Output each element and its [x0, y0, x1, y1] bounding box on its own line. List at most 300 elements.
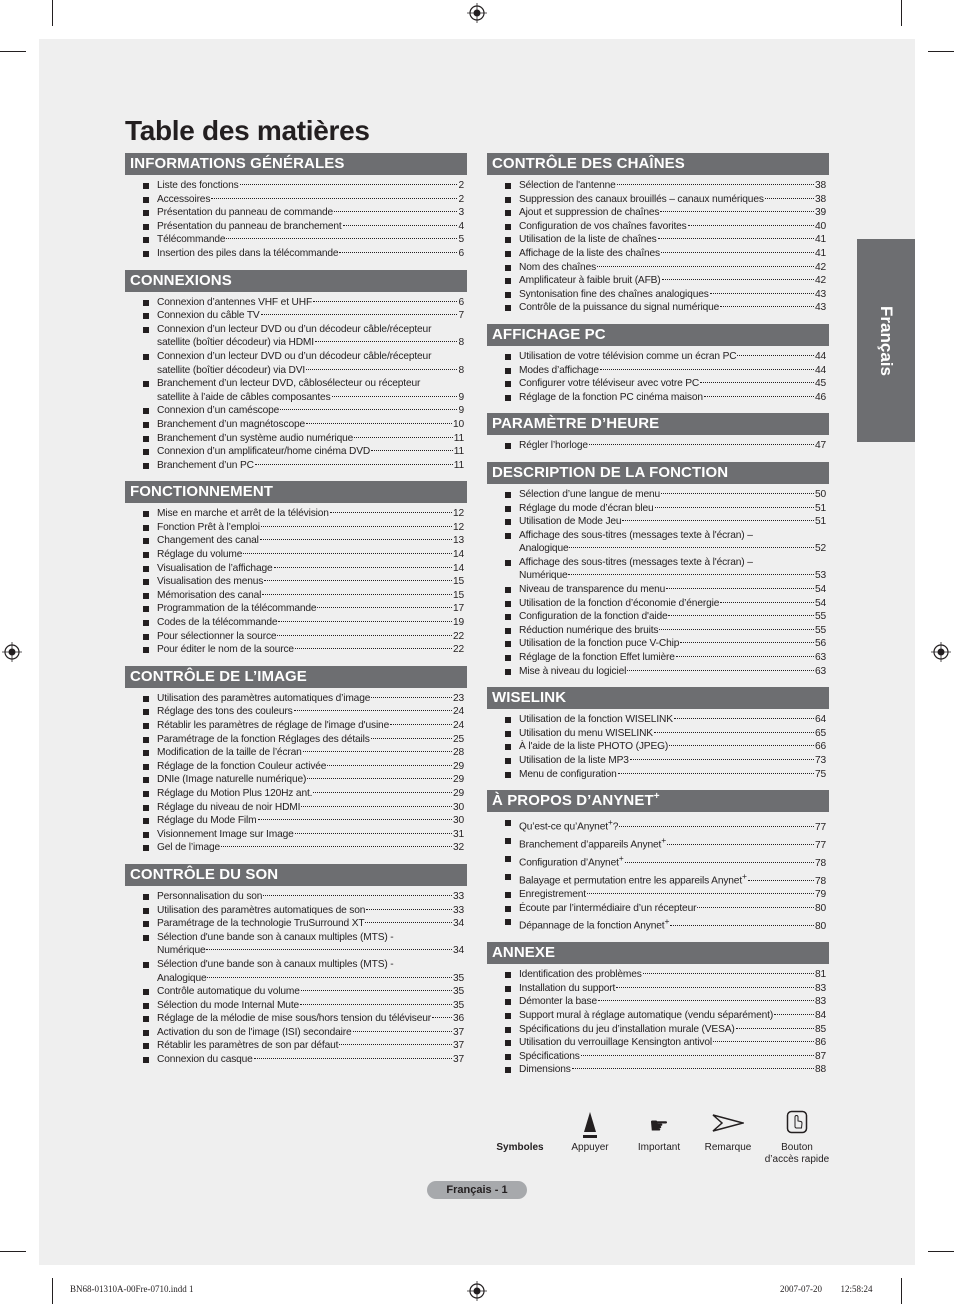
- dot-leader: [774, 1014, 814, 1015]
- toc-entry-page: 42: [814, 261, 826, 273]
- toc-entry: [125, 562, 467, 576]
- dot-leader: [277, 635, 452, 636]
- toc-entry: [125, 432, 467, 446]
- toc-entry: [487, 597, 829, 611]
- toc-entry-page: 83: [814, 996, 826, 1008]
- symbols-heading-cell: [485, 1142, 555, 1154]
- toc-entry-text: Contrôle de la puissance du signal numérique: [519, 302, 720, 314]
- toc-entry-page: 28: [452, 747, 464, 759]
- toc-entry: [487, 488, 829, 502]
- toc-entry-page: 24: [452, 706, 464, 718]
- toc-entry: [125, 220, 467, 234]
- toc-entry-text: Paramétrage de la technologie TruSurround XT: [157, 918, 365, 930]
- toc-entry-text: DNIe (Image naturelle numérique): [157, 774, 307, 786]
- toc-entry: [125, 445, 467, 459]
- toc-entry-first-line: Connexion d’un lecteur DVD ou d’un décodeur câble/récepteur: [157, 323, 432, 335]
- dot-leader: [432, 1017, 452, 1018]
- toc-entry-text: Réglage de la fonction Couleur activée: [157, 760, 327, 772]
- toc-entry-text: Sélection d’une langue de menu: [519, 488, 661, 500]
- crop-mark: [52, 0, 53, 26]
- toc-entry-text: satellite (boîtier décodeur) via DVI: [157, 364, 306, 376]
- toc-entry-text: Connexion d’un amplificateur/home cinéma DVD: [157, 446, 371, 458]
- dot-leader: [661, 252, 814, 253]
- toc-entry-text: Pour éditer le nom de la source: [157, 644, 294, 656]
- toc-entry-page: 42: [814, 275, 826, 287]
- toc-entry: [487, 350, 829, 364]
- toc-section: [487, 790, 829, 933]
- toc-entry-page: 84: [814, 1010, 826, 1022]
- toc-entry: [487, 193, 829, 207]
- toc-entry-text: Affichage de la liste des chaînes: [519, 247, 660, 259]
- dot-leader: [339, 1044, 452, 1045]
- toc-entry-text: Dimensions: [519, 1064, 571, 1076]
- toc-entry-text: Démonter la base: [519, 996, 598, 1008]
- toc-entry-page: 38: [814, 180, 826, 191]
- dot-leader: [581, 1055, 814, 1056]
- toc-section: [487, 462, 829, 678]
- toc-entry-text: Analogique: [519, 543, 569, 555]
- toc-entry-text: Rétablir les paramètres de réglage de l'image d'usine: [157, 720, 390, 731]
- dot-leader: [339, 252, 457, 253]
- toc-entry: [125, 917, 467, 931]
- footer-timestamp: 2007-07-20 ￿￿ 12:58:24: [780, 1284, 873, 1294]
- toc-entry-page: 6: [458, 247, 464, 259]
- toc-entry: [125, 630, 467, 644]
- dot-leader: [313, 792, 452, 793]
- dot-leader: [274, 567, 452, 568]
- toc-entry-text: Configuration d’Anynet+: [519, 853, 624, 869]
- toc-entry-text: Utilisation du verrouillage Kensington antivol: [519, 1037, 713, 1049]
- toc-entry: [487, 179, 829, 193]
- dot-leader: [295, 648, 452, 649]
- dot-leader: [572, 1068, 814, 1069]
- dot-leader: [295, 833, 452, 834]
- toc-entry: [487, 247, 829, 261]
- toc-entry-text: Syntonisation fine des chaînes analogiques: [519, 288, 709, 300]
- toc-entry-page: 85: [814, 1023, 826, 1035]
- toc-entry-text: Qu’est-ce qu’Anynet+?: [519, 817, 619, 833]
- dot-leader: [688, 225, 814, 226]
- toc-entry-page: 12: [452, 508, 464, 520]
- dot-leader: [332, 396, 458, 397]
- dot-leader: [720, 602, 814, 603]
- toc-entry-page: 35: [452, 972, 464, 984]
- toc-entry: [125, 1026, 467, 1040]
- toc-entry-text: Mémorisation des canal: [157, 589, 262, 601]
- toc-entry-text: Connexion d’un caméscope: [157, 405, 280, 417]
- toc-entry-page: 51: [814, 516, 826, 528]
- toc-entry-page: 24: [452, 720, 464, 731]
- toc-entry-text: Enregistrement: [519, 889, 586, 901]
- crop-mark: [928, 1251, 954, 1252]
- toc-entry-text: satellite (boîtier décodeur) via HDMI: [157, 337, 314, 349]
- toc-entry-page: 35: [452, 986, 464, 998]
- language-tab: [857, 239, 915, 442]
- toc-entry: [125, 931, 467, 958]
- toc-entry-page: 63: [814, 665, 826, 677]
- toc-entry-text: Utilisation de la fonction puce V-Chip: [519, 638, 680, 650]
- toc-entry: [125, 548, 467, 562]
- dot-leader: [301, 806, 452, 807]
- toc-entry: [487, 870, 829, 888]
- toc-entry-text: Insertion des piles dans la télécommande: [157, 247, 339, 259]
- crop-mark: [928, 51, 954, 52]
- toc-entry-text: Paramétrage de la fonction Réglages des détails: [157, 733, 370, 745]
- toc-entry: [125, 814, 467, 828]
- section-entries: [487, 350, 829, 404]
- toc-entry-text: Présentation du panneau de commande: [157, 207, 333, 219]
- toc-entry-text: Réglage du mode d’écran bleu: [519, 502, 654, 514]
- toc-entry-page: 11: [453, 446, 464, 458]
- section-header: CONTRÔLE DE L’IMAGE: [125, 666, 467, 688]
- toc-entry: [487, 439, 829, 453]
- left-column: [125, 153, 467, 1076]
- toc-section: [125, 666, 467, 855]
- toc-entry: [487, 768, 829, 782]
- dot-leader: [306, 423, 452, 424]
- dot-leader: [661, 493, 814, 494]
- toc-entry-text: À l'aide de la liste PHOTO (JPEG): [519, 741, 669, 753]
- toc-entry-page: 8: [458, 337, 464, 349]
- toc-entry-page: 54: [814, 584, 826, 596]
- toc-entry-page: 66: [814, 741, 826, 753]
- dot-leader: [317, 607, 452, 608]
- toc-entry-text: Niveau de transparence du menu: [519, 584, 666, 596]
- dot-leader: [343, 225, 458, 226]
- section-header: ANNEXE: [487, 942, 829, 964]
- toc-entry: [487, 529, 829, 556]
- dot-leader: [294, 710, 452, 711]
- toc-entry-page: 37: [452, 1054, 464, 1066]
- registration-mark-icon: [467, 1281, 487, 1301]
- toc-entry: [125, 418, 467, 432]
- toc-entry-page: 80: [814, 920, 826, 932]
- toc-entry-page: 44: [814, 350, 826, 362]
- toc-entry-page: 77: [814, 839, 826, 851]
- toc-entry: [487, 288, 829, 302]
- toc-entry-page: 17: [452, 603, 464, 615]
- toc-entry-page: 14: [452, 549, 464, 561]
- toc-entry: [487, 206, 829, 220]
- toc-entry-text: Personnalisation du son: [157, 890, 263, 902]
- dot-leader: [600, 369, 814, 370]
- dot-leader: [625, 862, 814, 863]
- toc-entry-text: Connexion d’antennes VHF et UHF: [157, 296, 313, 308]
- dot-leader: [643, 973, 814, 974]
- toc-entry: [125, 193, 467, 207]
- symbol-quick-button: [762, 1110, 832, 1166]
- toc-entry: [125, 206, 467, 220]
- toc-entry-first-line: Sélection d'une bande son à canaux multiples (MTS) -: [157, 931, 394, 943]
- symbol-press-label: Appuyer: [571, 1142, 609, 1153]
- toc-entry-page: 14: [452, 562, 464, 574]
- toc-entry-page: 8: [458, 364, 464, 376]
- dot-leader: [598, 1000, 814, 1001]
- dot-leader: [313, 301, 457, 302]
- toc-entry-page: 87: [814, 1050, 826, 1062]
- toc-entry-page: 6: [458, 296, 464, 308]
- toc-entry: [125, 404, 467, 418]
- crop-mark: [901, 1278, 902, 1304]
- toc-entry: [487, 364, 829, 378]
- toc-entry-text: Fonction Prêt à l’emploi: [157, 521, 260, 533]
- dot-leader: [737, 355, 814, 356]
- toc-section: [487, 942, 829, 1077]
- symbols-heading: Symboles: [496, 1142, 544, 1153]
- toc-section: [487, 413, 829, 453]
- section-header: WISELINK: [487, 687, 829, 709]
- toc-entry-page: 88: [814, 1064, 826, 1076]
- toc-entry: [125, 705, 467, 719]
- dot-leader: [568, 574, 813, 575]
- toc-entry-text: Configuration de la fonction d'aide: [519, 611, 668, 623]
- toc-entry-text: Réglage de la fonction Effet lumière: [519, 652, 675, 664]
- section-header: CONTRÔLE DU SON: [125, 864, 467, 886]
- toc-entry-page: 33: [452, 904, 464, 916]
- toc-entry-page: 30: [452, 801, 464, 813]
- dot-leader: [280, 409, 457, 410]
- toc-entry: [487, 995, 829, 1009]
- toc-entry: [125, 459, 467, 473]
- toc-entry: [125, 801, 467, 815]
- dot-leader: [674, 718, 814, 719]
- dot-leader: [667, 844, 814, 845]
- dot-leader: [261, 526, 452, 527]
- dot-leader: [700, 382, 814, 383]
- toc-entry-first-line: Sélection d'une bande son à canaux multiples (MTS) -: [157, 958, 394, 970]
- toc-section: [487, 324, 829, 404]
- toc-entry: [487, 665, 829, 679]
- dot-leader: [278, 621, 452, 622]
- section-entries: [125, 507, 467, 657]
- toc-entry: [125, 958, 467, 985]
- dot-leader: [670, 925, 814, 926]
- section-header: CONNEXIONS: [125, 270, 467, 292]
- dot-leader: [627, 670, 814, 671]
- dot-leader: [353, 1031, 452, 1032]
- dot-leader: [334, 211, 457, 212]
- toc-entry-page: 19: [452, 617, 464, 629]
- crop-mark: [901, 0, 902, 26]
- toc-entry-page: 12: [452, 521, 464, 533]
- toc-entry-text: Présentation du panneau de branchement: [157, 220, 342, 232]
- toc-entry-text: Nom des chaînes: [519, 261, 597, 273]
- toc-entry-text: Utilisation de la liste de chaînes: [519, 234, 657, 246]
- dot-leader: [617, 184, 814, 185]
- toc-entry-text: Réglage de la mélodie de mise sous/hors tension du téléviseur: [157, 1013, 432, 1025]
- toc-entry: [125, 985, 467, 999]
- toc-entry-page: 43: [814, 288, 826, 300]
- toc-entry: [487, 637, 829, 651]
- dot-leader: [622, 520, 814, 521]
- toc-section: [487, 153, 829, 315]
- dot-leader: [371, 697, 452, 698]
- section-entries: [125, 890, 467, 1067]
- dot-leader: [597, 266, 814, 267]
- toc-entry-text: Changement des canal: [157, 535, 259, 547]
- dot-leader: [616, 987, 814, 988]
- toc-entry: [125, 616, 467, 630]
- toc-entry-text: Visualisation de l’affichage: [157, 562, 273, 574]
- toc-entry-page: 80: [814, 902, 826, 914]
- toc-entry-page: 5: [458, 234, 464, 246]
- toc-entry: [487, 1063, 829, 1077]
- toc-entry-first-line: Connexion d’un lecteur DVD ou d’un décodeur câble/récepteur: [157, 350, 432, 362]
- toc-entry: [125, 350, 467, 377]
- page-number-badge: Français - 1: [427, 1181, 527, 1199]
- toc-entry-text: Amplificateur à faible bruit (AFB): [519, 275, 661, 287]
- toc-entry-page: 30: [452, 815, 464, 827]
- toc-entry-first-line: Affichage des sous-titres (messages texte à l'écran) –: [519, 529, 753, 541]
- dot-leader: [736, 1028, 814, 1029]
- toc-entry: [487, 515, 829, 529]
- dot-leader: [618, 773, 814, 774]
- toc-entry-page: 13: [452, 535, 464, 547]
- toc-entry: [125, 828, 467, 842]
- toc-entry: [487, 1036, 829, 1050]
- symbol-quick-label: Bouton d’accès rapide: [764, 1142, 830, 1165]
- toc-entry-text: Utilisation de Mode Jeu: [519, 516, 622, 528]
- toc-entry: [125, 733, 467, 747]
- toc-entry: [125, 377, 467, 404]
- toc-entry-page: 11: [453, 459, 464, 471]
- section-entries: [125, 692, 467, 855]
- toc-entry-page: 43: [814, 302, 826, 314]
- dot-leader: [587, 893, 814, 894]
- dot-leader: [390, 724, 452, 725]
- toc-entry-text: Écoute par l’intermédiaire d’un récepteur: [519, 902, 697, 914]
- toc-entry: [487, 301, 829, 315]
- toc-entry: [125, 179, 467, 193]
- toc-entry: [487, 391, 829, 405]
- toc-entry-page: 40: [814, 220, 826, 232]
- toc-entry: [125, 1053, 467, 1067]
- toc-entry-page: 73: [814, 755, 826, 766]
- toc-entry: [125, 904, 467, 918]
- toc-entry-text: Mise en marche et arrêt de la télévision: [157, 508, 329, 520]
- toc-entry-page: 22: [452, 644, 464, 656]
- toc-entry-text: Numérique: [519, 570, 568, 582]
- toc-entry: [487, 852, 829, 870]
- dot-leader: [315, 341, 458, 342]
- toc-entry: [487, 968, 829, 982]
- toc-entry-text: Dépannage de la fonction Anynet+: [519, 916, 670, 932]
- crop-mark: [52, 1278, 53, 1304]
- toc-entry: [487, 502, 829, 516]
- toc-entry-page: 64: [814, 714, 826, 726]
- toc-entry: [125, 760, 467, 774]
- dot-leader: [307, 778, 452, 779]
- section-entries: [487, 713, 829, 781]
- toc-entry-page: 10: [452, 418, 464, 430]
- toc-entry-text: Utilisation du menu WISELINK: [519, 727, 653, 739]
- toc-entry-text: Réglage du volume: [157, 549, 243, 561]
- toc-entry-page: 34: [452, 918, 464, 930]
- toc-entry-page: 25: [452, 733, 464, 745]
- toc-entry-page: 51: [814, 502, 826, 514]
- toc-entry-page: 53: [814, 570, 826, 582]
- toc-section: [125, 864, 467, 1067]
- toc-entry-text: Spécifications: [519, 1050, 580, 1062]
- toc-entry-page: 39: [814, 207, 826, 219]
- toc-entry: [125, 309, 467, 323]
- dot-leader: [255, 464, 453, 465]
- dot-leader: [765, 198, 814, 199]
- toc-entry-text: Utilisation des paramètres automatiques de son: [157, 904, 366, 916]
- toc-entry-page: 79: [814, 889, 826, 901]
- toc-entry: [125, 521, 467, 535]
- toc-entry: [125, 643, 467, 657]
- toc-entry-page: 41: [814, 234, 826, 246]
- toc-entry: [125, 787, 467, 801]
- symbol-note-label: Remarque: [704, 1142, 752, 1153]
- toc-entry: [125, 575, 467, 589]
- symbol-important-label: Important: [637, 1142, 681, 1153]
- toc-entry-text: Support mural à réglage automatique (vendu séparément): [519, 1010, 774, 1022]
- page-title: Table des matières: [125, 115, 370, 146]
- toc-entry-text: Modification de la taille de l’écran: [157, 747, 302, 759]
- toc-entry: [125, 773, 467, 787]
- toc-entry: [487, 261, 829, 275]
- toc-entry: [125, 841, 467, 855]
- dot-leader: [264, 580, 452, 581]
- dot-leader: [371, 738, 452, 739]
- toc-entry-text: Configuration de vos chaînes favorites: [519, 220, 687, 232]
- toc-entry-page: 15: [452, 589, 464, 601]
- toc-entry: [125, 746, 467, 760]
- toc-entry-text: Rétablir les paramètres de son par défaut: [157, 1040, 339, 1052]
- section-entries: [125, 296, 467, 473]
- toc-entry: [125, 1039, 467, 1053]
- toc-entry-text: Réglage des tons des couleurs: [157, 706, 293, 718]
- toc-entry-page: 15: [452, 576, 464, 588]
- toc-entry-text: Installation du support: [519, 982, 616, 994]
- toc-entry-text: Réglage du Mode Film: [157, 815, 257, 827]
- toc-entry-text: Spécifications du jeu d’installation murale (VESA): [519, 1023, 735, 1035]
- dot-leader: [666, 588, 814, 589]
- toc-entry-page: 2: [458, 180, 464, 191]
- dot-leader: [658, 238, 814, 239]
- toc-entry-text: Numérique: [157, 945, 206, 957]
- toc-entry: [487, 713, 829, 727]
- toc-section: [125, 153, 467, 261]
- toc-entry-first-line: Branchement d’un lecteur DVD, câblosélecteur ou récepteur: [157, 378, 421, 390]
- toc-entry: [487, 1009, 829, 1023]
- toc-entry-text: Gel de l’image: [157, 842, 221, 854]
- dot-leader: [243, 553, 452, 554]
- toc-entry-page: 3: [458, 207, 464, 219]
- toc-entry-text: Régler l’horloge: [519, 440, 588, 452]
- toc-entry-page: 38: [814, 193, 826, 205]
- section-header: DESCRIPTION DE LA FONCTION: [487, 462, 829, 484]
- section-entries: [487, 488, 829, 678]
- toc-entry: [487, 220, 829, 234]
- section-entries: [487, 439, 829, 453]
- toc-entry-text: Réduction numérique des bruits: [519, 624, 659, 636]
- toc-entry: [125, 323, 467, 350]
- language-tab-label: Français: [877, 305, 896, 376]
- toc-entry-page: 29: [452, 787, 464, 799]
- toc-entry-page: 36: [452, 1013, 464, 1025]
- toc-entry-page: 9: [458, 391, 464, 403]
- dot-leader: [619, 826, 814, 827]
- toc-entry-text: Activation du son de l'image (ISI) secondaire: [157, 1026, 352, 1038]
- dot-leader: [662, 279, 814, 280]
- registration-mark-icon: [2, 642, 22, 662]
- toc-entry-page: 29: [452, 774, 464, 786]
- toc-entry-text: Pour sélectionner la source: [157, 630, 277, 642]
- toc-entry-page: 4: [458, 220, 464, 232]
